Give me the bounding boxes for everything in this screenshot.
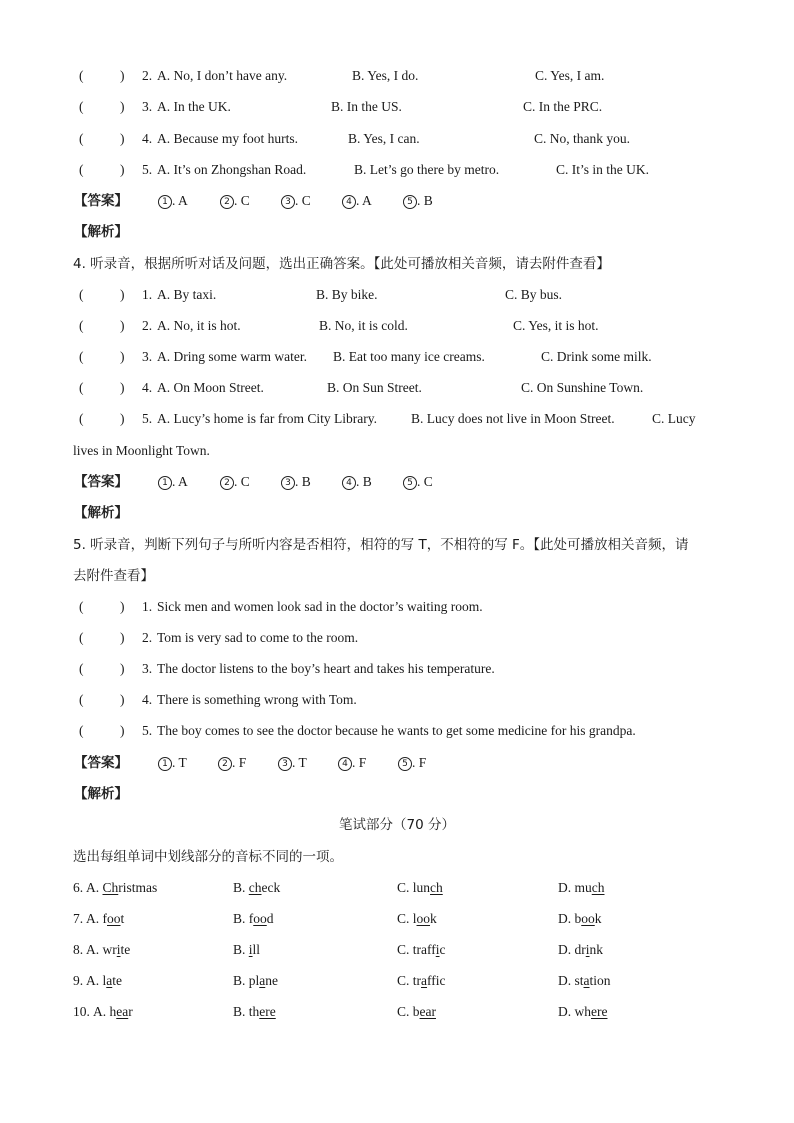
answer-blank-close: ) [120,380,125,395]
answer-item: 4 . B [342,473,372,491]
option-c: C. traffic [397,973,446,988]
statement: The boy comes to see the doctor because he wants to get some medicine for his grandpa. [157,723,636,738]
option-c: C. Yes, it is hot. [513,318,599,333]
option-c: C. On Sunshine Town. [521,380,644,395]
question-number: 1. [142,599,153,614]
option-b: B. there [233,1004,276,1019]
answer-blank-close: ) [120,692,125,707]
option-c: C. By bus. [505,287,563,302]
answer-item: 4 . A [342,192,372,210]
answer-item: 3 . C [281,192,311,210]
answer-blank-close: ) [120,661,125,676]
option-a: A. Christmas [86,880,158,895]
question-number: 4. [142,131,153,146]
statement: There is something wrong with Tom. [157,692,357,707]
option-b: B. On Sun Street. [327,380,422,395]
option-c-continued: lives in Moonlight Town. [73,443,210,458]
option-c: C. lunch [397,880,443,895]
answer-blank-close: ) [120,68,125,83]
answer-blank: ( [79,630,84,645]
answer-blank: ( [79,162,84,177]
answer-blank: ( [79,287,84,302]
answer-item: 2 . C [220,473,250,491]
option-a: A. Lucy’s home is far from City Library. [157,411,377,426]
answer-item: 1 . T [158,754,187,772]
option-d: D. book [558,911,602,926]
option-c: C. Yes, I am. [535,68,605,83]
answer-item: 3 . T [278,754,307,772]
option-b: B. Yes, I do. [352,68,419,83]
question-number: 1. [142,287,153,302]
analysis-label: 【解析】 [74,224,128,240]
option-a: A. write [86,942,131,957]
option-a: A. No, I don’t have any. [157,68,288,83]
analysis-label: 【解析】 [74,505,128,521]
option-b: B. plane [233,973,279,988]
answer-blank: ( [79,99,84,114]
option-a: A. In the UK. [157,99,231,114]
answer-blank: ( [79,411,84,426]
option-b: B. check [233,880,281,895]
option-a: A. Because my foot hurts. [157,131,298,146]
question-number: 8. [73,942,84,957]
answer-blank: ( [79,723,84,738]
answer-blank-close: ) [120,318,125,333]
answer-blank: ( [79,692,84,707]
question-number: 5. [142,411,153,426]
option-b: B. Let’s go there by metro. [354,162,500,177]
question-number: 6. [73,880,84,895]
answer-blank: ( [79,599,84,614]
option-c: C. No, thank you. [534,131,630,146]
answer-item: 1 . A [158,192,188,210]
answer-blank: ( [79,380,84,395]
answer-blank-close: ) [120,723,125,738]
answer-blank-close: ) [120,599,125,614]
option-c: C. Lucy [652,411,696,426]
answer-blank-close: ) [120,630,125,645]
option-b: B. ill [233,942,261,957]
answer-blank: ( [79,318,84,333]
option-a: A. hear [93,1004,133,1019]
answer-blank-close: ) [120,99,125,114]
option-c: C. In the PRC. [523,99,603,114]
statement: Sick men and women look sad in the doctor’s waiting room. [157,599,483,614]
option-a: A. It’s on Zhongshan Road. [157,162,307,177]
option-b: B. Eat too many ice creams. [333,349,485,364]
option-a: A. On Moon Street. [157,380,264,395]
option-a: A. late [86,973,122,988]
answer-blank: ( [79,68,84,83]
question-number: 4. [142,692,153,707]
option-b: B. In the US. [331,99,402,114]
answer-item: 5 . B [403,192,433,210]
option-b: B. Yes, I can. [348,131,420,146]
answer-blank-close: ) [120,411,125,426]
statement: The doctor listens to the boy’s heart and takes his temperature. [157,661,495,676]
phonetics-instruction: 选出每组单词中划线部分的音标不同的一项。 [73,849,343,865]
option-b: B. food [233,911,274,926]
option-c: C. traffic [397,942,446,957]
answer-item: 5 . F [398,754,426,772]
option-b: B. No, it is cold. [319,318,408,333]
answer-item: 5 . C [403,473,433,491]
answer-blank: ( [79,661,84,676]
option-d: D. much [558,880,605,895]
question-number: 3. [142,349,153,364]
answer-label: 【答案】 [74,474,128,490]
answer-blank-close: ) [120,349,125,364]
written-section-title: 笔试部分（70 分） [339,817,455,833]
question-number: 10. [73,1004,90,1019]
question-number: 3. [142,661,153,676]
answer-blank: ( [79,131,84,146]
answer-item: 4 . F [338,754,366,772]
option-a: A. Dring some warm water. [157,349,307,364]
answer-blank-close: ) [120,162,125,177]
question-number: 4. [142,380,153,395]
statement: Tom is very sad to come to the room. [157,630,359,645]
question-number: 2. [142,630,153,645]
option-a: A. By taxi. [157,287,217,302]
answer-blank-close: ) [120,131,125,146]
option-a: A. foot [86,911,125,926]
option-d: D. where [558,1004,608,1019]
answer-label: 【答案】 [74,755,128,771]
question-number: 2. [142,68,153,83]
option-b: B. By bike. [316,287,378,302]
option-c: C. bear [397,1004,436,1019]
answer-item: 2 . F [218,754,246,772]
question-number: 7. [73,911,84,926]
option-c: C. look [397,911,437,926]
section-4-title: 4. 听录音，根据所听对话及问题，选出正确答案。【此处可播放相关音频，请去附件查看】 [73,256,610,272]
question-number: 5. [142,162,153,177]
section-5-title-continued: 去附件查看】 [73,568,154,584]
option-a: A. No, it is hot. [157,318,241,333]
section-5-title: 5. 听录音，判断下列句子与所听内容是否相符，相符的写 T，不相符的写 F。【此处可播放相关音频，请 [73,537,689,553]
answer-item: 2 . C [220,192,250,210]
question-number: 9. [73,973,84,988]
option-d: D. drink [558,942,604,957]
option-b: B. Lucy does not live in Moon Street. [411,411,615,426]
answer-item: 3 . B [281,473,311,491]
question-number: 3. [142,99,153,114]
answer-blank: ( [79,349,84,364]
answer-item: 1 . A [158,473,188,491]
option-c: C. Drink some milk. [541,349,652,364]
answer-label: 【答案】 [74,193,128,209]
analysis-label: 【解析】 [74,786,128,802]
question-number: 5. [142,723,153,738]
option-d: D. station [558,973,611,988]
answer-blank-close: ) [120,287,125,302]
question-number: 2. [142,318,153,333]
option-c: C. It’s in the UK. [556,162,649,177]
